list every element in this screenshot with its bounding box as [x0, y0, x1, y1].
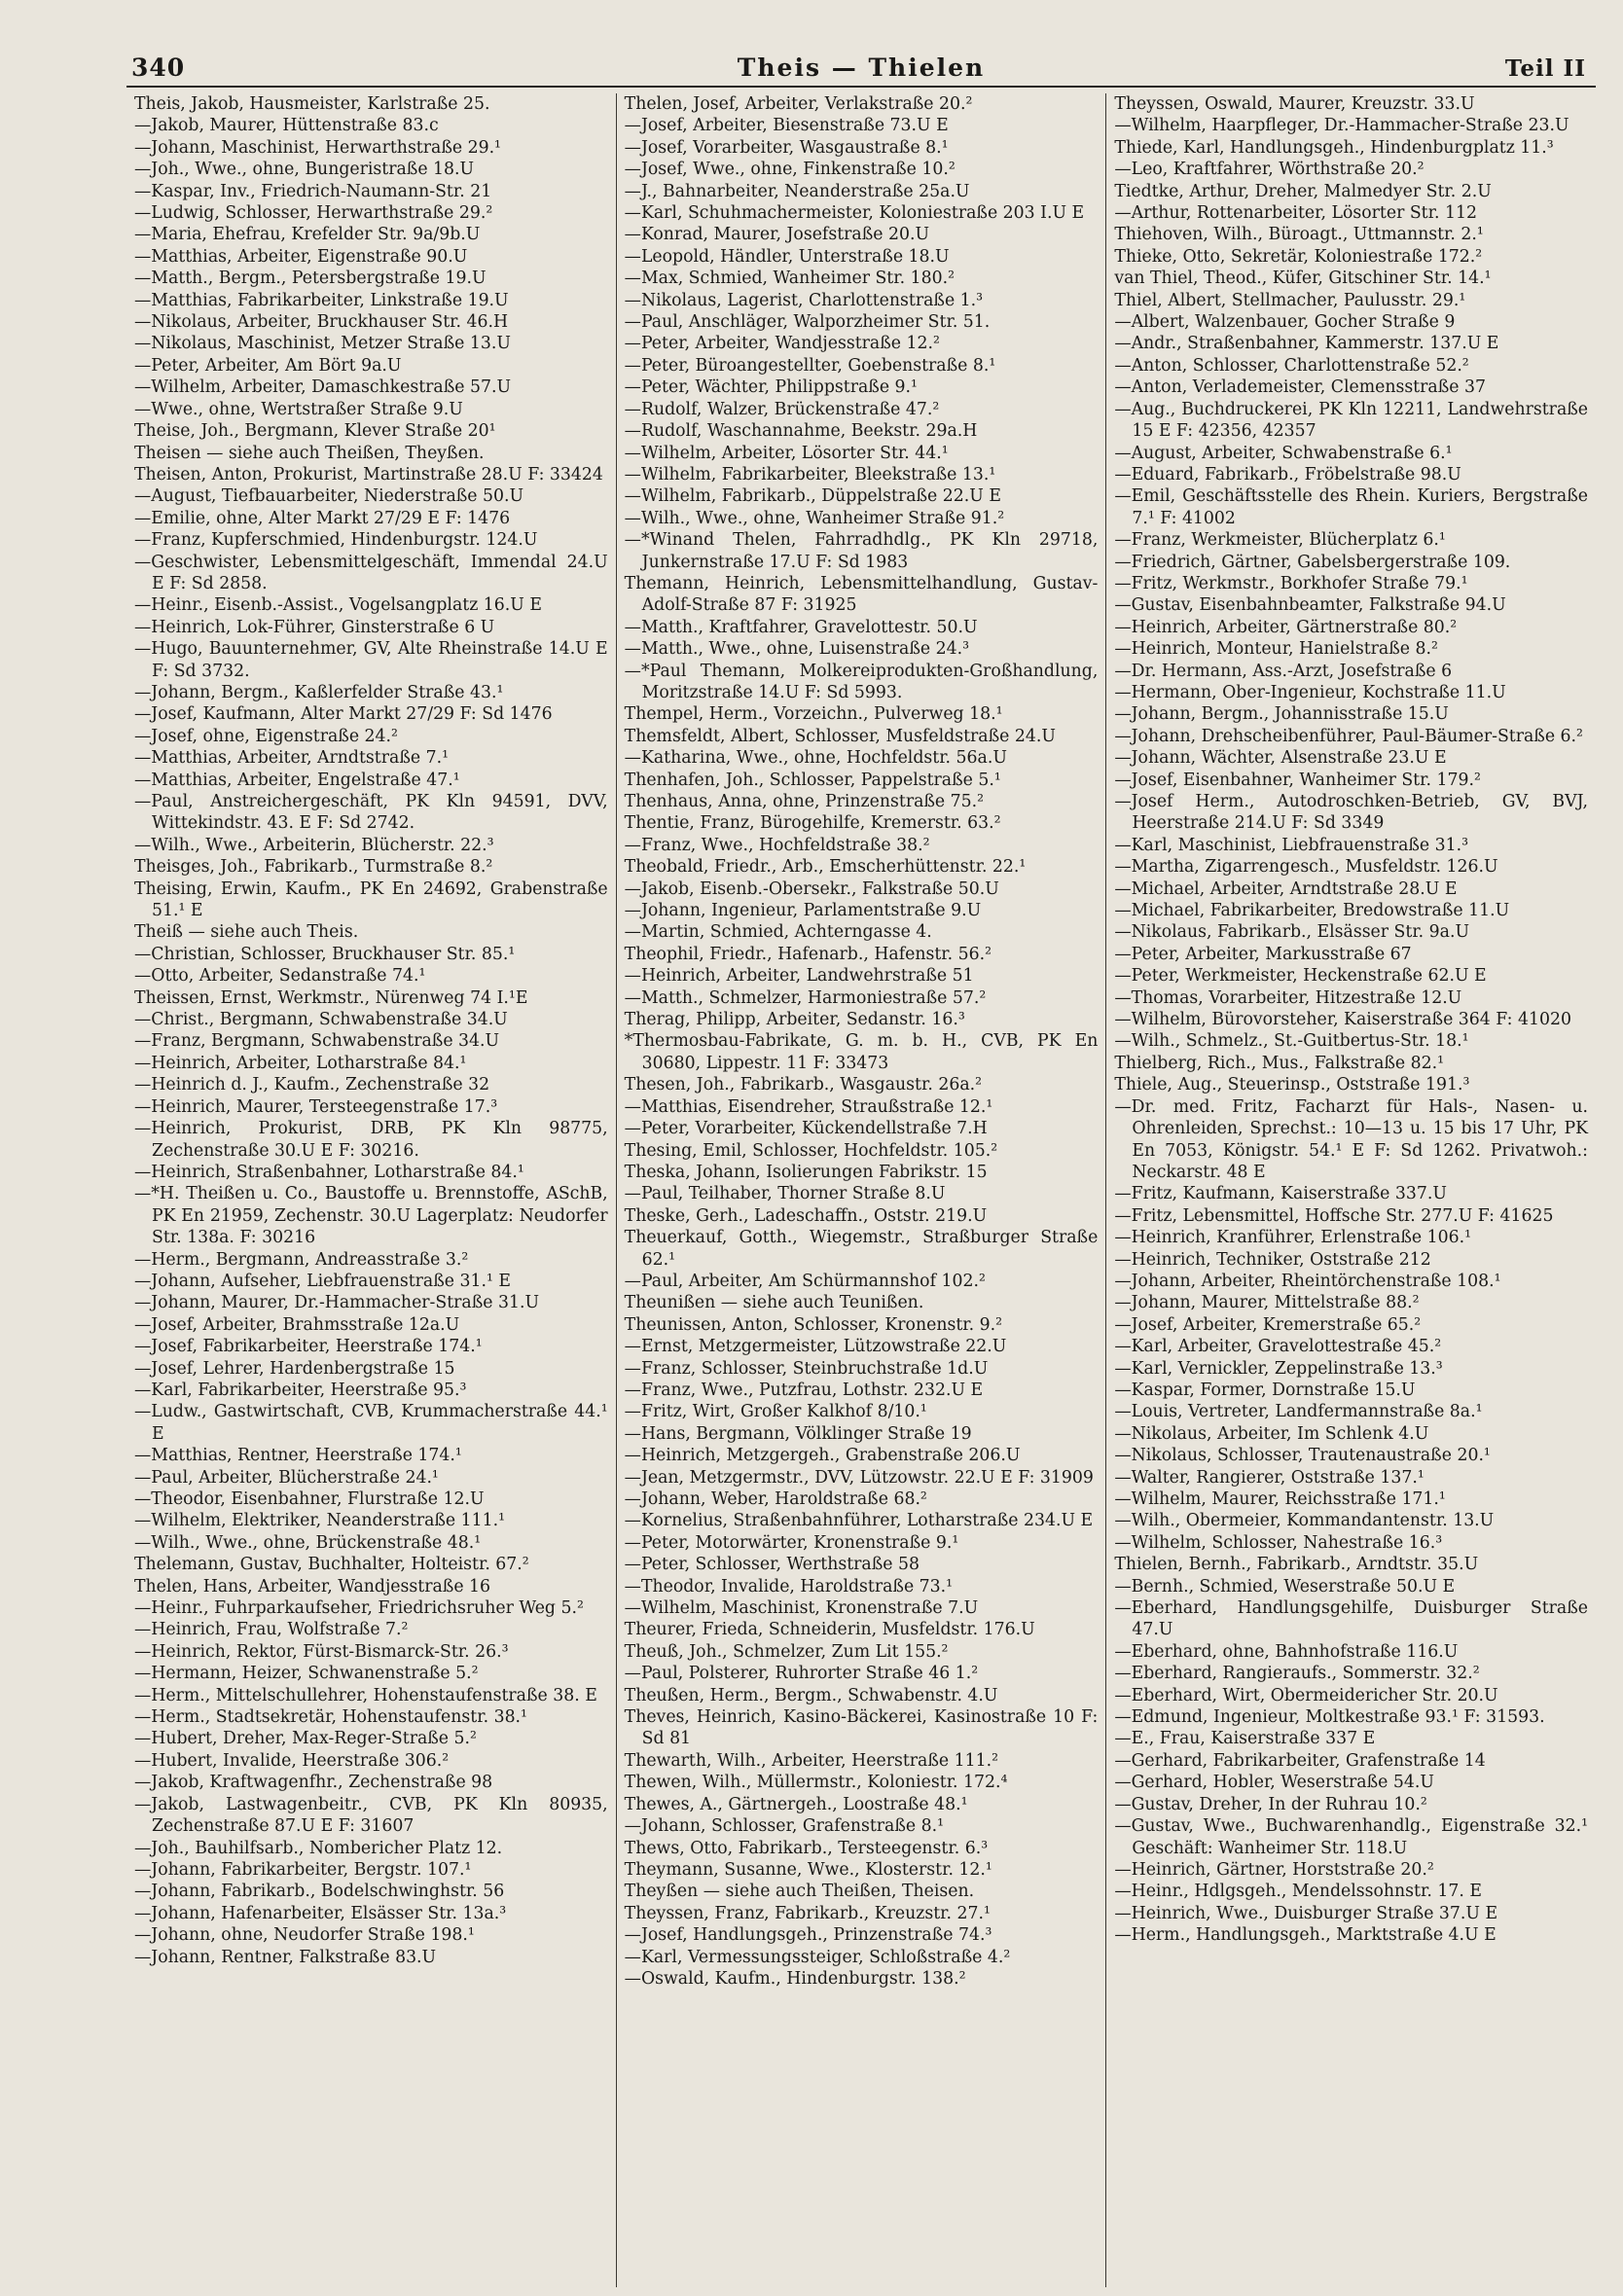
directory-entry: Theyßen — siehe auch Theißen, Theisen.	[624, 1882, 975, 1902]
directory-entry: —Michael, Arbeiter, Arndtstraße 28.U E	[1114, 879, 1458, 899]
directory-entry: —Josef, Eisenbahner, Wanheimer Str. 179.²	[1114, 770, 1481, 790]
directory-entry: —Wwe., ohne, Wertstraßer Straße 9.U	[134, 399, 463, 419]
directory-entry: —Thomas, Vorarbeiter, Hitzestraße 12.U	[1114, 987, 1462, 1008]
directory-entry: —Peter, Motorwärter, Kronenstraße 9.¹	[624, 1532, 959, 1553]
directory-entry: —Johann, Fabrikarb., Bodelschwinghstr. 56	[134, 1882, 505, 1902]
directory-entry: —Nikolaus, Maschinist, Metzer Straße 13.U	[134, 334, 511, 354]
directory-entry: —Heinrich, Kranführer, Erlenstraße 106.¹	[1114, 1228, 1472, 1248]
directory-entry: Theunißen — siehe auch Teunißen.	[624, 1293, 924, 1313]
directory-entry: —Nikolaus, Fabrikarb., Elsässer Str. 9a.U	[1114, 922, 1470, 943]
part-label: Teil II	[1504, 55, 1586, 82]
directory-entry: —Franz, Bergmann, Schwabenstraße 34.U	[134, 1031, 500, 1052]
directory-entry: —Wilhelm, Elektriker, Neanderstraße 111.¹	[134, 1511, 506, 1531]
directory-entry: Theisges, Joh., Fabrikarb., Turmstraße 8.²	[134, 857, 493, 878]
directory-entry: —Nikolaus, Lagerist, Charlottenstraße 1.³	[624, 290, 984, 310]
directory-entry: —Heinrich d. J., Kaufm., Zechenstraße 32	[134, 1075, 490, 1095]
directory-entry: —Andr., Straßenbahner, Kammerstr. 137.U E	[1114, 334, 1499, 354]
directory-entry: —Peter, Arbeiter, Wandjesstraße 12.²	[624, 334, 940, 354]
directory-entry: —Ernst, Metzgermeister, Lützowstraße 22.U	[624, 1337, 1007, 1357]
directory-entry: —Heinrich, Metzgergeh., Grabenstraße 206.U	[624, 1446, 1021, 1466]
directory-entry: —Heinrich, Techniker, Oststraße 212	[1114, 1249, 1431, 1270]
directory-entry: —Wilhelm, Maschinist, Kronenstraße 7.U	[624, 1598, 979, 1619]
directory-entry: —Johann, Weber, Haroldstraße 68.²	[624, 1489, 927, 1509]
directory-entry: Thempel, Herm., Vorzeichn., Pulverweg 18.¹	[624, 704, 1003, 725]
directory-entry: —*Paul Themann, Molkereiprodukten-Großhandlung, Moritzstraße 14.U F: Sd 5993.	[624, 661, 1099, 702]
directory-entry: Thiede, Karl, Handlungsgeh., Hindenburgplatz 11.³	[1114, 137, 1554, 158]
directory-entry: —Katharina, Wwe., ohne, Hochfeldstr. 56a.U	[624, 748, 1007, 769]
directory-entry: —Josef, Vorarbeiter, Wasgaustraße 8.¹	[624, 137, 949, 158]
column-middle	[616, 93, 1106, 2287]
directory-entry: Theobald, Friedr., Arb., Emscherhüttenstr. 22.¹	[624, 857, 1027, 878]
directory-entry: —Johann, Ingenieur, Parlamentstraße 9.U	[624, 901, 982, 921]
directory-entry: Themann, Heinrich, Lebensmittelhandlung, Gustav-Adolf-Straße 87 F: 31925	[624, 573, 1099, 616]
directory-entry: —Louis, Vertreter, Landfermannstraße 8a.¹	[1114, 1402, 1483, 1422]
page-number: 340	[131, 54, 186, 82]
directory-entry: —Dr. med. Fritz, Facharzt für Hals-, Nasen- u. Ohrenleiden, Sprechst.: 10—13 u. 15 bis 17 Uhr, PK En 7053, Königstr. 54.¹ E F: Sd 1262. Privatwoh.: Neckarstr. 48 E	[1114, 1096, 1589, 1182]
directory-entry: —Matthias, Rentner, Heerstraße 174.¹	[134, 1446, 462, 1466]
directory-entry: —Kaspar, Former, Dornstraße 15.U	[1114, 1380, 1416, 1400]
directory-entry: Theyssen, Franz, Fabrikarb., Kreuzstr. 27.¹	[624, 1903, 991, 1923]
directory-entry: —Jakob, Kraftwagenfhr., Zechenstraße 98	[134, 1773, 493, 1793]
directory-entry: —Heinrich, Straßenbahner, Lotharstraße 84.¹	[134, 1162, 524, 1182]
directory-entry: —Heinr., Hdlgsgeh., Mendelssohnstr. 17. E	[1114, 1882, 1482, 1902]
directory-entry: —Heinr., Fuhrparkaufseher, Friedrichsruher Weg 5.²	[134, 1598, 584, 1619]
directory-entry: —Otto, Arbeiter, Sedanstraße 74.¹	[134, 966, 426, 987]
directory-entry: —Johann, Hafenarbeiter, Elsässer Str. 13a.³	[134, 1903, 507, 1923]
directory-entry: Thewarth, Wilh., Arbeiter, Heerstraße 111.²	[624, 1750, 999, 1771]
directory-entry: —Franz, Werkmeister, Blücherplatz 6.¹	[1114, 530, 1446, 551]
directory-entry: —Hans, Bergmann, Völklinger Straße 19	[624, 1423, 972, 1444]
directory-entry: —Peter, Werkmeister, Heckenstraße 62.U E	[1114, 966, 1487, 987]
directory-entry: —Geschwister, Lebensmittelgeschäft, Immendal 24.U E F: Sd 2858.	[134, 552, 608, 593]
directory-entry: —Johann, Maurer, Dr.-Hammacher-Straße 31.U	[134, 1293, 540, 1313]
directory-entry: —Johann, Drehscheibenführer, Paul-Bäumer-Straße 6.²	[1114, 726, 1583, 746]
directory-entry: Thieke, Otto, Sekretär, Koloniestraße 172.²	[1114, 246, 1483, 267]
directory-entry: Thews, Otto, Fabrikarb., Tersteegenstr. 6.³	[624, 1838, 989, 1858]
directory-entry: —Jean, Metzgermstr., DVV, Lützowstr. 22.U E F: 31909	[624, 1467, 1094, 1488]
directory-entry: —Matth., Bergm., Petersbergstraße 19.U	[134, 269, 487, 289]
directory-entry: —Heinrich, Arbeiter, Landwehrstraße 51	[624, 966, 974, 987]
directory-entry: —Johann, Maurer, Mittelstraße 88.²	[1114, 1293, 1420, 1313]
directory-entry: —Josef, Wwe., ohne, Finkenstraße 10.²	[624, 160, 956, 180]
directory-entry: —Wilh., Wwe., Arbeiterin, Blücherstr. 22.³	[134, 835, 494, 855]
directory-entry: —Anton, Verlademeister, Clemensstraße 37	[1114, 377, 1486, 398]
directory-entry: —Wilhelm, Bürovorsteher, Kaiserstraße 364 F: 41020	[1114, 1010, 1571, 1030]
directory-entry: —Karl, Arbeiter, Gravelottestraße 45.²	[1114, 1337, 1442, 1357]
directory-entry: —Jakob, Eisenb.-Obersekr., Falkstraße 50.U	[624, 879, 999, 899]
directory-entry: —Wilhelm, Schlosser, Nahestraße 16.³	[1114, 1532, 1443, 1553]
directory-entry: —Rudolf, Waschannahme, Beekstr. 29a.H	[624, 421, 978, 442]
directory-entry: —Gustav, Eisenbahnbeamter, Falkstraße 94.U	[1114, 595, 1506, 616]
directory-entry: —Leo, Kraftfahrer, Wörthstraße 20.²	[1114, 160, 1425, 180]
directory-entry: —Karl, Maschinist, Liebfrauenstraße 31.³	[1114, 835, 1469, 855]
directory-entry: —Paul, Polsterer, Ruhrorter Straße 46 1.²	[624, 1664, 979, 1684]
directory-entry: —Johann, Aufseher, Liebfrauenstraße 31.¹ E	[134, 1271, 511, 1291]
directory-entry: —Herm., Mittelschullehrer, Hohenstaufenstraße 38. E	[134, 1685, 597, 1705]
directory-entry: —Heinrich, Maurer, Tersteegenstraße 17.³	[134, 1096, 498, 1117]
directory-entry: —Herm., Handlungsgeh., Marktstraße 4.U E	[1114, 1925, 1497, 1946]
directory-entry: —Wilh., Obermeier, Kommandantenstr. 13.U	[1114, 1511, 1495, 1531]
directory-entry: Theuß, Joh., Schmelzer, Zum Lit 155.²	[624, 1641, 949, 1662]
directory-entry: —Jakob, Lastwagenbeitr., CVB, PK Kln 80935, Zechenstraße 87.U E F: 31607	[134, 1794, 608, 1837]
directory-entry: —Walter, Rangierer, Oststraße 137.¹	[1114, 1467, 1425, 1488]
directory-entry: —Josef, Handlungsgeh., Prinzenstraße 74.³	[624, 1925, 992, 1946]
directory-entry: Theis, Jakob, Hausmeister, Karlstraße 25.	[134, 94, 490, 114]
directory-entry: —Johann, Wächter, Alsenstraße 23.U E	[1114, 748, 1447, 769]
directory-entry: —Franz, Schlosser, Steinbruchstraße 1d.U	[624, 1358, 989, 1379]
directory-entry: —Max, Schmied, Wanheimer Str. 180.²	[624, 269, 956, 289]
directory-entry: Theiß — siehe auch Theis.	[134, 922, 359, 943]
directory-entry: Theska, Johann, Isolierungen Fabrikstr. 15	[624, 1162, 988, 1182]
directory-entry: —Ludw., Gastwirtschaft, CVB, Krummacherstraße 44.¹ E	[134, 1402, 608, 1444]
directory-entry: —Johann, Schlosser, Grafenstraße 8.¹	[624, 1816, 945, 1837]
directory-entry: Thelemann, Gustav, Buchhalter, Holteistr. 67.²	[134, 1555, 529, 1575]
directory-entry: —Hermann, Heizer, Schwanenstraße 5.²	[134, 1664, 479, 1684]
directory-entry: —Karl, Fabrikarbeiter, Heerstraße 95.³	[134, 1380, 467, 1400]
directory-entry: Thewen, Wilh., Müllermstr., Koloniestr. 172.⁴	[624, 1773, 1008, 1793]
directory-entry: Thewes, A., Gärtnergeh., Loostraße 48.¹	[624, 1794, 968, 1814]
directory-entry: —Josef, Arbeiter, Biesenstraße 73.U E	[624, 116, 949, 136]
directory-entry: —August, Tiefbauarbeiter, Niederstraße 50.U	[134, 486, 524, 507]
directory-entry: Thelen, Hans, Arbeiter, Wandjesstraße 16	[134, 1576, 491, 1596]
directory-entry: Theuerkauf, Gotth., Wiegemstr., Straßburger Straße 62.¹	[624, 1228, 1099, 1270]
directory-entry: —Kaspar, Inv., Friedrich-Naumann-Str. 21	[134, 181, 492, 201]
directory-entry: —Wilhelm, Fabrikarbeiter, Bleekstraße 13.¹	[624, 464, 996, 484]
directory-entry: Thiehoven, Wilh., Büroagt., Uttmannstr. 2.¹	[1114, 225, 1484, 245]
directory-entry: —Nikolaus, Arbeiter, Im Schlenk 4.U	[1114, 1423, 1429, 1444]
directory-entry: van Thiel, Theod., Küfer, Gitschiner Str. 14.¹	[1114, 269, 1492, 289]
directory-entry: —Peter, Arbeiter, Am Bört 9a.U	[134, 355, 402, 376]
directory-entry: —Josef Herm., Autodroschken-Betrieb, GV, BVJ, Heerstraße 214.U F: Sd 3349	[1114, 792, 1589, 834]
page-header	[126, 47, 1596, 88]
directory-entry: —Albert, Walzenbauer, Gocher Straße 9	[1114, 312, 1456, 333]
directory-entry: —Eberhard, Handlungsgehilfe, Duisburger Straße 47.U	[1114, 1598, 1589, 1640]
directory-entry: —Fritz, Wirt, Großer Kalkhof 8/10.¹	[624, 1402, 927, 1422]
directory-entry: —Wilhelm, Arbeiter, Damaschkestraße 57.U	[134, 377, 512, 398]
column-left	[126, 93, 616, 2287]
directory-entry: —Matthias, Arbeiter, Eigenstraße 90.U	[134, 246, 468, 267]
directory-entry: —Paul, Anschläger, Walporzheimer Str. 51.	[624, 312, 991, 333]
directory-entry: Thielen, Bernh., Fabrikarb., Arndtstr. 35.U	[1114, 1555, 1479, 1575]
directory-entry: —Anton, Schlosser, Charlottenstraße 52.²	[1114, 355, 1469, 376]
directory-entry: —Maria, Ehefrau, Krefelder Str. 9a/9b.U	[134, 225, 481, 245]
directory-entry: —Heinr., Eisenb.-Assist., Vogelsangplatz 16.U E	[134, 595, 542, 616]
directory-entry: —Matthias, Arbeiter, Engelstraße 47.¹	[134, 770, 460, 790]
directory-entry: —Gustav, Dreher, In der Ruhrau 10.²	[1114, 1794, 1427, 1814]
directory-entry: —Wilhelm, Haarpfleger, Dr.-Hammacher-Straße 23.U	[1114, 116, 1569, 136]
directory-entry: —Theodor, Invalide, Haroldstraße 73.¹	[624, 1576, 954, 1596]
directory-entry: —Heinrich, Lok-Führer, Ginsterstraße 6 U	[134, 617, 495, 637]
directory-entry: —Josef, Kaufmann, Alter Markt 27/29 F: Sd 1476	[134, 704, 553, 725]
directory-entry: —Fritz, Werkmstr., Borkhofer Straße 79.¹	[1114, 573, 1468, 593]
directory-entry: —Matth., Kraftfahrer, Gravelottestr. 50.U	[624, 617, 978, 637]
directory-entry: —Karl, Vermessungssteiger, Schloßstraße 4.²	[624, 1947, 1011, 1967]
directory-entry: —Eberhard, Wirt, Obermeidericher Str. 20.U	[1114, 1685, 1498, 1705]
directory-entry: Theisen, Anton, Prokurist, Martinstraße 28.U F: 33424	[134, 464, 603, 484]
directory-entry: —Josef, Lehrer, Hardenbergstraße 15	[134, 1358, 455, 1379]
column-right	[1105, 93, 1596, 2287]
directory-entry: —*H. Theißen u. Co., Baustoffe u. Brennstoffe, ASchB, PK En 21959, Zechenstr. 30.U Lagerplatz: Neudorfer Str. 138a. F: 30216	[134, 1184, 608, 1248]
directory-entry: —Josef, Fabrikarbeiter, Heerstraße 174.¹	[134, 1337, 483, 1357]
directory-entry: Theußen, Herm., Bergm., Schwabenstr. 4.U	[624, 1685, 998, 1705]
directory-entry: Thenhafen, Joh., Schlosser, Pappelstraße 5.¹	[624, 770, 1001, 790]
directory-entry: —*Winand Thelen, Fahrradhdlg., PK Kln 29718, Junkernstraße 17.U F: Sd 1983	[624, 530, 1099, 572]
directory-entry: —Heinrich, Gärtner, Horststraße 20.²	[1114, 1859, 1434, 1880]
directory-entry: *Thermosbau-Fabrikate, G. m. b. H., CVB, PK En 30680, Lippestr. 11 F: 33473	[624, 1031, 1099, 1073]
directory-entry: —Heinrich, Prokurist, DRB, PK Kln 98775, Zechenstraße 30.U E F: 30216.	[134, 1119, 608, 1161]
directory-entry: —Gustav, Wwe., Buchwarenhandlg., Eigenstraße 32.¹ Geschäft: Wanheimer Str. 118.U	[1114, 1816, 1589, 1858]
directory-entry: —Josef, Arbeiter, Kremerstraße 65.²	[1114, 1314, 1422, 1335]
directory-entry: —Peter, Büroangestellter, Goebenstraße 8.¹	[624, 355, 996, 376]
directory-entry: —J., Bahnarbeiter, Neanderstraße 25a.U	[624, 181, 970, 201]
directory-entry: —Wilh., Wwe., ohne, Brückenstraße 48.¹	[134, 1532, 482, 1553]
directory-entry: —Heinrich, Wwe., Duisburger Straße 37.U E	[1114, 1903, 1498, 1923]
directory-entry: —Paul, Arbeiter, Am Schürmannshof 102.²	[624, 1271, 986, 1291]
directory-entry: Theymann, Susanne, Wwe., Klosterstr. 12.¹	[624, 1859, 992, 1880]
directory-entry: —Michael, Fabrikarbeiter, Bredowstraße 11.U	[1114, 901, 1510, 921]
directory-entry: —Joh., Bauhilfsarb., Nombericher Platz 12.	[134, 1838, 503, 1858]
directory-entry: Theves, Heinrich, Kasino-Bäckerei, Kasinostraße 10 F: Sd 81	[624, 1707, 1099, 1749]
directory-entry: —Johann, ohne, Neudorfer Straße 198.¹	[134, 1925, 475, 1946]
directory-entry: Tiedtke, Arthur, Dreher, Malmedyer Str. 2.U	[1114, 181, 1492, 201]
directory-entry: —Eberhard, Rangieraufs., Sommerstr. 32.²	[1114, 1664, 1480, 1684]
directory-entry: —Emilie, ohne, Alter Markt 27/29 E F: 1476	[134, 508, 511, 528]
directory-entry: Theise, Joh., Bergmann, Klever Straße 20¹	[134, 421, 496, 442]
directory-entry: —Johann, Arbeiter, Rheintörchenstraße 108.¹	[1114, 1271, 1501, 1291]
directory-entry: —Dr. Hermann, Ass.-Arzt, Josefstraße 6	[1114, 661, 1453, 681]
directory-entry: —Konrad, Maurer, Josefstraße 20.U	[624, 225, 930, 245]
directory-entry: —Karl, Schuhmachermeister, Koloniestraße 203 I.U E	[624, 203, 1085, 224]
directory-entry: —Josef, Arbeiter, Brahmsstraße 12a.U	[134, 1314, 460, 1335]
directory-entry: Theophil, Friedr., Hafenarb., Hafenstr. 56.²	[624, 944, 992, 964]
directory-entry: —Matthias, Arbeiter, Arndtstraße 7.¹	[134, 748, 449, 769]
directory-entry: —Wilhelm, Maurer, Reichsstraße 171.¹	[1114, 1489, 1446, 1509]
directory-entry: Thesen, Joh., Fabrikarb., Wasgaustr. 26a.²	[624, 1075, 983, 1095]
directory-entry: —Fritz, Kaufmann, Kaiserstraße 337.U	[1114, 1184, 1447, 1204]
directory-entry: —Johann, Maschinist, Herwarthstraße 29.¹	[134, 137, 501, 158]
directory-entry: —Jakob, Maurer, Hüttenstraße 83.c	[134, 116, 439, 136]
directory-entry: —Johann, Bergm., Kaßlerfelder Straße 43.¹	[134, 682, 504, 702]
directory-entry: —E., Frau, Kaiserstraße 337 E	[1114, 1729, 1376, 1749]
directory-entry: Thelen, Josef, Arbeiter, Verlakstraße 20.²	[624, 94, 973, 114]
directory-entry: Thentie, Franz, Bürogehilfe, Kremerstr. 63.²	[624, 813, 1001, 834]
directory-entry: —Peter, Wächter, Philippstraße 9.¹	[624, 377, 918, 398]
directory-entry: Theunissen, Anton, Schlosser, Kronenstr. 9.²	[624, 1314, 1003, 1335]
directory-entry: Theisen — siehe auch Theißen, Theyßen.	[134, 443, 485, 463]
directory-entry: —Herm., Bergmann, Andreasstraße 3.²	[134, 1249, 469, 1270]
directory-entry: Theyssen, Oswald, Maurer, Kreuzstr. 33.U	[1114, 94, 1475, 114]
directory-entry: —Joh., Wwe., ohne, Bungeristraße 18.U	[134, 160, 475, 180]
directory-entry: —Heinrich, Arbeiter, Gärtnerstraße 80.²	[1114, 617, 1458, 637]
directory-entry: —Karl, Vernickler, Zeppelinstraße 13.³	[1114, 1358, 1443, 1379]
directory-entry: —Arthur, Rottenarbeiter, Lösorter Str. 112	[1114, 203, 1477, 224]
directory-entry: —Hugo, Bauunternehmer, GV, Alte Rheinstraße 14.U E F: Sd 3732.	[134, 639, 608, 681]
directory-entry: —Bernh., Schmied, Weserstraße 50.U E	[1114, 1576, 1456, 1596]
name-range-heading: Theis — Thielen	[737, 54, 986, 82]
directory-entry: —Leopold, Händler, Unterstraße 18.U	[624, 246, 950, 267]
directory-entry: —Gerhard, Hobler, Weserstraße 54.U	[1114, 1773, 1434, 1793]
directory-entry: —Martha, Zigarrengesch., Musfeldstr. 126.U	[1114, 857, 1498, 878]
directory-entry: —Hubert, Dreher, Max-Reger-Straße 5.²	[134, 1729, 477, 1749]
directory-entry: —Christian, Schlosser, Bruckhauser Str. 85.¹	[134, 944, 516, 964]
directory-entry: —Rudolf, Walzer, Brückenstraße 47.²	[624, 399, 940, 419]
directory-entry: —Franz, Wwe., Hochfeldstraße 38.²	[624, 835, 930, 855]
directory-entry: Thiele, Aug., Steuerinsp., Oststraße 191.³	[1114, 1075, 1470, 1095]
directory-entry: —Peter, Vorarbeiter, Kückendellstraße 7.H	[624, 1119, 988, 1139]
directory-entry: —Herm., Stadtsekretär, Hohenstaufenstr. 38.¹	[134, 1707, 527, 1728]
directory-entry: —Peter, Arbeiter, Markusstraße 67	[1114, 944, 1412, 964]
directory-entry: —Eduard, Fabrikarb., Fröbelstraße 98.U	[1114, 464, 1461, 484]
directory-entry: —Paul, Teilhaber, Thorner Straße 8.U	[624, 1184, 946, 1204]
directory-entry: —Oswald, Kaufm., Hindenburgstr. 138.²	[624, 1968, 966, 1989]
directory-entry: —Paul, Arbeiter, Blücherstraße 24.¹	[134, 1467, 439, 1488]
directory-entry: Thesing, Emil, Schlosser, Hochfeldstr. 105.²	[624, 1140, 998, 1161]
directory-entry: Thenhaus, Anna, ohne, Prinzenstraße 75.²	[624, 792, 985, 811]
directory-entry: —Hermann, Ober-Ingenieur, Kochstraße 11.U	[1114, 682, 1506, 702]
directory-entry: —Matth., Schmelzer, Harmoniestraße 57.²	[624, 987, 987, 1008]
directory-entry: —Wilh., Schmelz., St.-Guitbertus-Str. 18.¹	[1114, 1031, 1469, 1052]
directory-entry: Theissen, Ernst, Werkmstr., Nürenweg 74 I.¹E	[134, 987, 528, 1008]
directory-entry: —Wilhelm, Fabrikarb., Düppelstraße 22.U E	[624, 486, 1001, 507]
directory-entry: —Josef, ohne, Eigenstraße 24.²	[134, 726, 398, 746]
directory-entry: —Eberhard, ohne, Bahnhofstraße 116.U	[1114, 1641, 1459, 1662]
directory-entry: —Kornelius, Straßenbahnführer, Lotharstraße 234.U E	[624, 1511, 1094, 1531]
directory-entry: —Gerhard, Fabrikarbeiter, Grafenstraße 14	[1114, 1750, 1486, 1771]
directory-entry: —Ludwig, Schlosser, Herwarthstraße 29.²	[134, 203, 493, 224]
directory-entry: —Matthias, Eisendreher, Straußstraße 12.¹	[624, 1096, 993, 1117]
directory-entry: —Friedrich, Gärtner, Gabelsbergerstraße 109.	[1114, 552, 1511, 572]
directory-entry: —Johann, Bergm., Johannisstraße 15.U	[1114, 704, 1449, 725]
directory-entry: —Johann, Fabrikarbeiter, Bergstr. 107.¹	[134, 1859, 472, 1880]
directory-entry: —Emil, Geschäftsstelle des Rhein. Kuriers, Bergstraße 7.¹ F: 41002	[1114, 486, 1589, 528]
directory-entry: Thiel, Albert, Stellmacher, Paulusstr. 29.¹	[1114, 290, 1466, 310]
directory-entry: Themsfeldt, Albert, Schlosser, Musfeldstraße 24.U	[624, 726, 1056, 746]
directory-entry: Theske, Gerh., Ladeschaffn., Oststr. 219.U	[624, 1205, 988, 1226]
directory-entry: —Heinrich, Arbeiter, Lotharstraße 84.¹	[134, 1053, 467, 1073]
directory-entry: —Theodor, Eisenbahner, Flurstraße 12.U	[134, 1489, 485, 1509]
directory-entry: —Heinrich, Rektor, Fürst-Bismarck-Str. 26.³	[134, 1641, 509, 1662]
directory-columns	[126, 93, 1596, 2287]
directory-entry: —Franz, Wwe., Putzfrau, Lothstr. 232.U E	[624, 1380, 984, 1400]
directory-entry: —Nikolaus, Schlosser, Trautenaustraße 20.¹	[1114, 1446, 1491, 1466]
directory-entry: —Edmund, Ingenieur, Moltkestraße 93.¹ F: 31593.	[1114, 1707, 1545, 1728]
directory-entry: —Paul, Anstreichergeschäft, PK Kln 94591, DVV, Wittekindstr. 43. E F: Sd 2742.	[134, 792, 608, 834]
directory-entry: —Peter, Schlosser, Werthstraße 58	[624, 1555, 920, 1575]
directory-entry: —Johann, Rentner, Falkstraße 83.U	[134, 1947, 437, 1967]
directory-entry: —Christ., Bergmann, Schwabenstraße 34.U	[134, 1010, 508, 1030]
directory-entry: —Aug., Buchdruckerei, PK Kln 12211, Landwehrstraße 15 E F: 42356, 42357	[1114, 399, 1589, 442]
directory-entry: Theurer, Frieda, Schneiderin, Musfeldstr. 176.U	[624, 1620, 1035, 1640]
directory-entry: Therag, Philipp, Arbeiter, Sedanstr. 16.³	[624, 1010, 965, 1030]
directory-entry: —Fritz, Lebensmittel, Hoffsche Str. 277.U F: 41625	[1114, 1205, 1554, 1226]
directory-entry: —Martin, Schmied, Achterngasse 4.	[624, 922, 932, 943]
directory-entry: —Franz, Kupferschmied, Hindenburgstr. 124.U	[134, 530, 538, 551]
directory-entry: —Nikolaus, Arbeiter, Bruckhauser Str. 46.H	[134, 312, 509, 333]
directory-entry: —Heinrich, Monteur, Hanielstraße 8.²	[1114, 639, 1438, 660]
directory-entry: —Wilhelm, Arbeiter, Lösorter Str. 44.¹	[624, 443, 949, 463]
directory-entry: —Hubert, Invalide, Heerstraße 306.²	[134, 1750, 450, 1771]
directory-entry: Theising, Erwin, Kaufm., PK En 24692, Grabenstraße 51.¹ E	[134, 879, 608, 921]
directory-entry: —Matth., Wwe., ohne, Luisenstraße 24.³	[624, 639, 969, 660]
directory-entry: —August, Arbeiter, Schwabenstraße 6.¹	[1114, 443, 1453, 463]
directory-entry: —Matthias, Fabrikarbeiter, Linkstraße 19.U	[134, 290, 509, 310]
directory-entry: Thielberg, Rich., Mus., Falkstraße 82.¹	[1114, 1053, 1445, 1073]
directory-entry: —Wilh., Wwe., ohne, Wanheimer Straße 91.²	[624, 508, 1005, 528]
directory-entry: —Heinrich, Frau, Wolfstraße 7.²	[134, 1620, 409, 1640]
